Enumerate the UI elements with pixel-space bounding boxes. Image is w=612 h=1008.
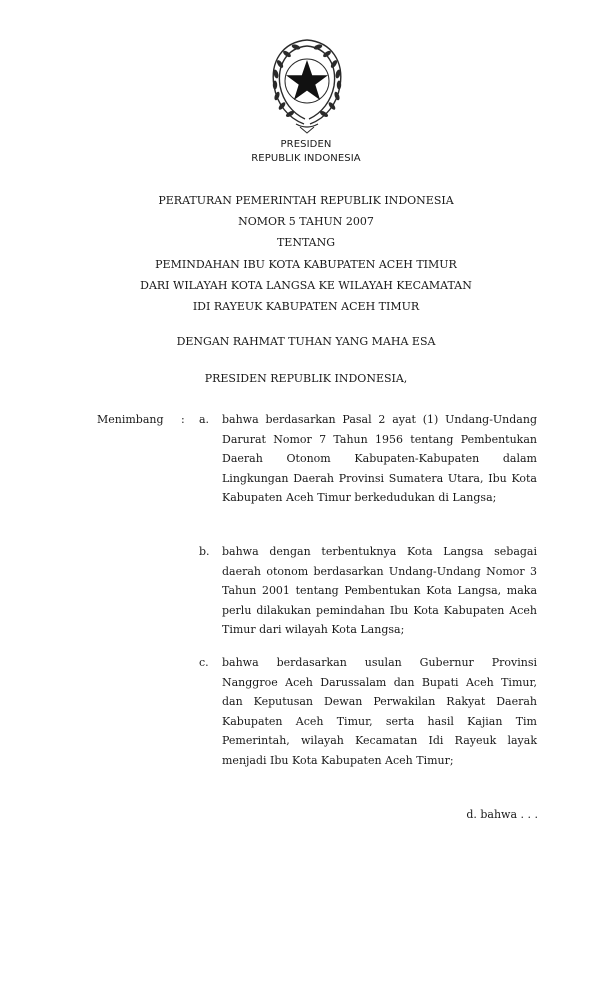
consideration-b-letter: b. xyxy=(199,545,210,558)
blessing-line: DENGAN RAHMAT TUHAN YANG MAHA ESA xyxy=(176,335,436,348)
regulation-number: NOMOR 5 TAHUN 2007 xyxy=(238,215,374,228)
president-line: PRESIDEN REPUBLIK INDONESIA, xyxy=(204,372,408,385)
regulation-about: TENTANG xyxy=(276,236,336,249)
consideration-b-text: bahwa dengan terbentuknya Kota Langsa sebagai daerah otonom berdasarkan Undang-Undang Nomor 3 Tahun 2001 tentang Pembentukan Kota Langsa, maka perlu dilakukan pemindahan Ibu Kota Kabupaten Aceh Timur dari wilayah Kota Langsa; xyxy=(222,545,537,636)
issuer-title: PRESIDEN xyxy=(280,139,332,150)
consideration-c-letter: c. xyxy=(199,656,209,669)
considering-label: Menimbang xyxy=(97,413,164,426)
regulation-subject-line-1: PEMINDAHAN IBU KOTA KABUPATEN ACEH TIMUR xyxy=(155,258,457,271)
garuda-star-emblem-icon xyxy=(266,34,348,134)
consideration-a-letter: a. xyxy=(199,413,210,426)
regulation-title: PERATURAN PEMERINTAH REPUBLIK INDONESIA xyxy=(158,194,454,207)
continuation-marker: d. bahwa . . . xyxy=(466,808,538,821)
consideration-c-text: bahwa berdasarkan usulan Gubernur Provinsi Nanggroe Aceh Darussalam dan Bupati Aceh Timur, dan Keputusan Dewan Perwakilan Rakyat Daerah Kabupaten Aceh Timur, serta hasil Kajian Tim Pemerintah, wilayah Kecamatan Idi Rayeuk layak menjadi Ibu Kota Kabupaten Aceh Timur; xyxy=(222,656,537,767)
issuer-subtitle: REPUBLIK INDONESIA xyxy=(251,153,361,164)
regulation-subject-line-2: DARI WILAYAH KOTA LANGSA KE WILAYAH KECAMATAN xyxy=(140,279,472,292)
consideration-a-text: bahwa berdasarkan Pasal 2 ayat (1) Undang-Undang Darurat Nomor 7 Tahun 1956 tentang Pembentukan Daerah Otonom Kabupaten-Kabupaten dalam Lingkungan Daerah Provinsi Sumatera Utara, Ibu Kota Kabupaten Aceh Timur berkedudukan di Langsa; xyxy=(222,413,537,504)
considering-colon: : xyxy=(181,413,185,426)
regulation-subject-line-3: IDI RAYEUK KABUPATEN ACEH TIMUR xyxy=(192,300,420,313)
